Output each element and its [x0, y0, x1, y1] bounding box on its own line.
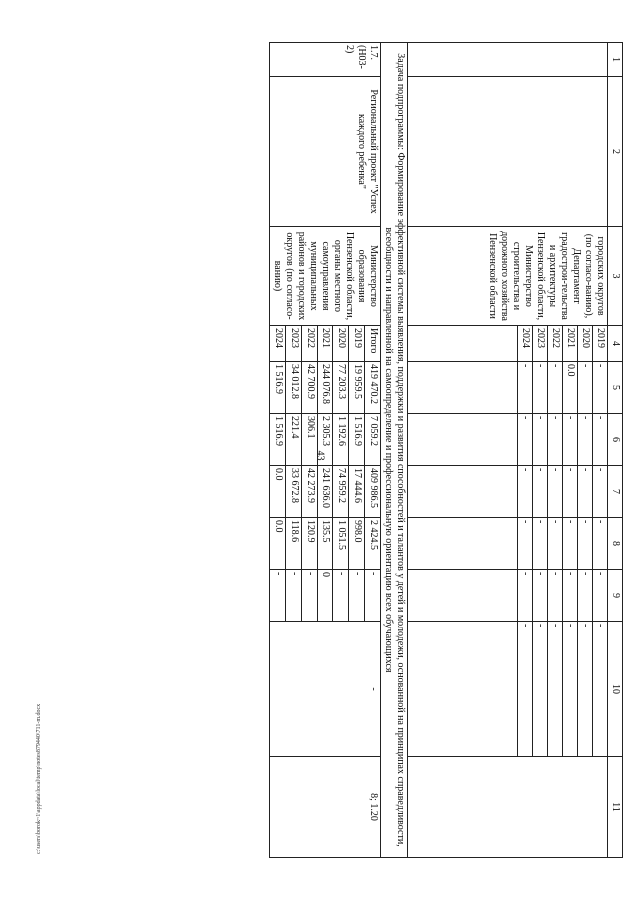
- value-cell: -: [301, 570, 317, 622]
- value-cell: -: [518, 362, 533, 414]
- rotated-table-wrapper: [80, 42, 623, 857]
- year-cell: Итого: [365, 326, 381, 362]
- value-cell: -: [578, 518, 593, 570]
- item-name: Региональный проект "Успех каждого ребенка": [270, 77, 381, 227]
- header-row: [608, 43, 623, 858]
- value-cell: -: [548, 362, 563, 414]
- empty-cell: [408, 570, 518, 622]
- value-cell: 135.5: [317, 518, 333, 570]
- value-cell: 0.0: [270, 466, 286, 518]
- value-cell: 998.0: [349, 518, 365, 570]
- year-cell: 2023: [285, 326, 301, 362]
- value-cell: 74 959.2: [333, 466, 349, 518]
- value-cell: -: [518, 518, 533, 570]
- task-text: Задача подпрограммы: Формирование эффективной системы выявления, поддержки и развития способностей и талантов у детей и молодежи, основанной на принципах справедливости, всеобщности и направленной на самоопределение и профессиональную ориентацию всех обучающихся: [381, 43, 408, 858]
- value-cell: 2 424.5: [365, 518, 381, 570]
- value-cell: 241 636.0: [317, 466, 333, 518]
- page-number: 43: [314, 450, 326, 461]
- value-cell: -: [593, 622, 608, 757]
- item-number: [270, 43, 381, 77]
- value-cell: -: [518, 414, 533, 466]
- col-header-3: 3: [608, 227, 623, 326]
- value-cell: -: [518, 622, 533, 757]
- year-cell: 2020: [333, 326, 349, 362]
- value-cell: -: [533, 622, 548, 757]
- value-cell: 1 192.6: [333, 414, 349, 466]
- empty-cell: [408, 757, 608, 858]
- empty-cell: [408, 518, 518, 570]
- value-cell: -: [285, 570, 301, 622]
- empty-cell: [408, 362, 518, 414]
- item-num: 1.7.: [368, 45, 379, 60]
- item-executor: Министерство образования Пензенской области, органы местного самоуправления муниципальных районов и городских округов (по согласо-ванию): [270, 227, 381, 326]
- col-header-9: 9: [608, 570, 623, 622]
- empty-cell: [408, 622, 518, 757]
- value-cell: 2 305.3: [317, 414, 333, 466]
- value-cell: -: [533, 570, 548, 622]
- table-row: [365, 43, 381, 858]
- value-cell: -: [578, 414, 593, 466]
- item-col11: 8; 1.20: [270, 757, 381, 858]
- value-cell: -: [563, 518, 578, 570]
- rotated-table: [80, 42, 623, 857]
- value-cell: -: [563, 414, 578, 466]
- year-cell: 2024: [270, 326, 286, 362]
- col-header-8: 8: [608, 518, 623, 570]
- col-header-4: 4: [608, 326, 623, 362]
- value-cell: -: [593, 570, 608, 622]
- value-cell: -: [548, 518, 563, 570]
- value-cell: 1 051.5: [333, 518, 349, 570]
- value-cell: 0.0: [270, 518, 286, 570]
- col-header-2: 2: [608, 77, 623, 227]
- value-cell: 419 470.2: [365, 362, 381, 414]
- value-cell: 19 959.5: [349, 362, 365, 414]
- table-row: [593, 43, 608, 858]
- footer-path: c:\users\borok~1\appdata\local\temp\notes879440\711-m.docx: [36, 703, 42, 854]
- value-cell: -: [578, 570, 593, 622]
- item-col10: -: [270, 622, 381, 757]
- value-cell: -: [593, 518, 608, 570]
- year-cell: 2023: [533, 326, 548, 362]
- value-cell: 42 700.9: [301, 362, 317, 414]
- value-cell: -: [548, 570, 563, 622]
- col-header-10: 10: [608, 622, 623, 757]
- task-row: [381, 43, 408, 858]
- year-cell: 2021: [317, 326, 333, 362]
- value-cell: 1 516.9: [270, 414, 286, 466]
- value-cell: -: [518, 466, 533, 518]
- year-cell: 2020: [578, 326, 593, 362]
- value-cell: 1 516.9: [349, 414, 365, 466]
- year-cell: 2021: [563, 326, 578, 362]
- value-cell: -: [365, 570, 381, 622]
- value-cell: -: [593, 466, 608, 518]
- value-cell: 118.6: [285, 518, 301, 570]
- col-header-5: 5: [608, 362, 623, 414]
- value-cell: -: [563, 570, 578, 622]
- value-cell: -: [548, 466, 563, 518]
- empty-cell: [408, 414, 518, 466]
- value-cell: -: [578, 622, 593, 757]
- item-code: (Н03-2): [344, 45, 367, 69]
- value-cell: 7 059.2: [365, 414, 381, 466]
- value-cell: -: [593, 414, 608, 466]
- year-cell: 2019: [349, 326, 365, 362]
- col-header-11: 11: [608, 757, 623, 858]
- year-cell: 2022: [548, 326, 563, 362]
- year-cell: 2024: [518, 326, 533, 362]
- value-cell: -: [333, 570, 349, 622]
- empty-cell: [408, 77, 608, 227]
- value-cell: 17 444.6: [349, 466, 365, 518]
- year-cell: 2019: [593, 326, 608, 362]
- empty-cell: [408, 466, 518, 518]
- value-cell: 42 273.9: [301, 466, 317, 518]
- col-header-7: 7: [608, 466, 623, 518]
- value-cell: -: [578, 466, 593, 518]
- value-cell: -: [563, 622, 578, 757]
- value-cell: -: [533, 518, 548, 570]
- value-cell: -: [349, 570, 365, 622]
- value-cell: -: [533, 466, 548, 518]
- executor-cell: городских округов (по согласо-ванию), Департамент градострои-тельства и архитектуры Пензенской области, Министерство строительства и дорожного хозяйства Пензенской области: [408, 227, 608, 326]
- budget-table: [269, 42, 623, 858]
- value-cell: -: [593, 362, 608, 414]
- value-cell: 244 076.8: [317, 362, 333, 414]
- col-header-6: 6: [608, 414, 623, 466]
- value-cell: 33 672.8: [285, 466, 301, 518]
- value-cell: -: [533, 362, 548, 414]
- value-cell: 120.9: [301, 518, 317, 570]
- empty-cell: [408, 43, 608, 77]
- value-cell: 409 986.5: [365, 466, 381, 518]
- value-cell: -: [548, 622, 563, 757]
- year-cell: 2022: [301, 326, 317, 362]
- value-cell: 0: [317, 570, 333, 622]
- value-cell: 77 203.3: [333, 362, 349, 414]
- value-cell: 306.1: [301, 414, 317, 466]
- empty-cell: [408, 326, 518, 362]
- value-cell: 0.0: [563, 362, 578, 414]
- col-header-1: 1: [608, 43, 623, 77]
- value-cell: -: [563, 466, 578, 518]
- value-cell: -: [578, 362, 593, 414]
- value-cell: -: [270, 570, 286, 622]
- value-cell: 1 516.9: [270, 362, 286, 414]
- value-cell: -: [548, 414, 563, 466]
- value-cell: -: [533, 414, 548, 466]
- value-cell: -: [518, 570, 533, 622]
- value-cell: 34 012.8: [285, 362, 301, 414]
- value-cell: 221.4: [285, 414, 301, 466]
